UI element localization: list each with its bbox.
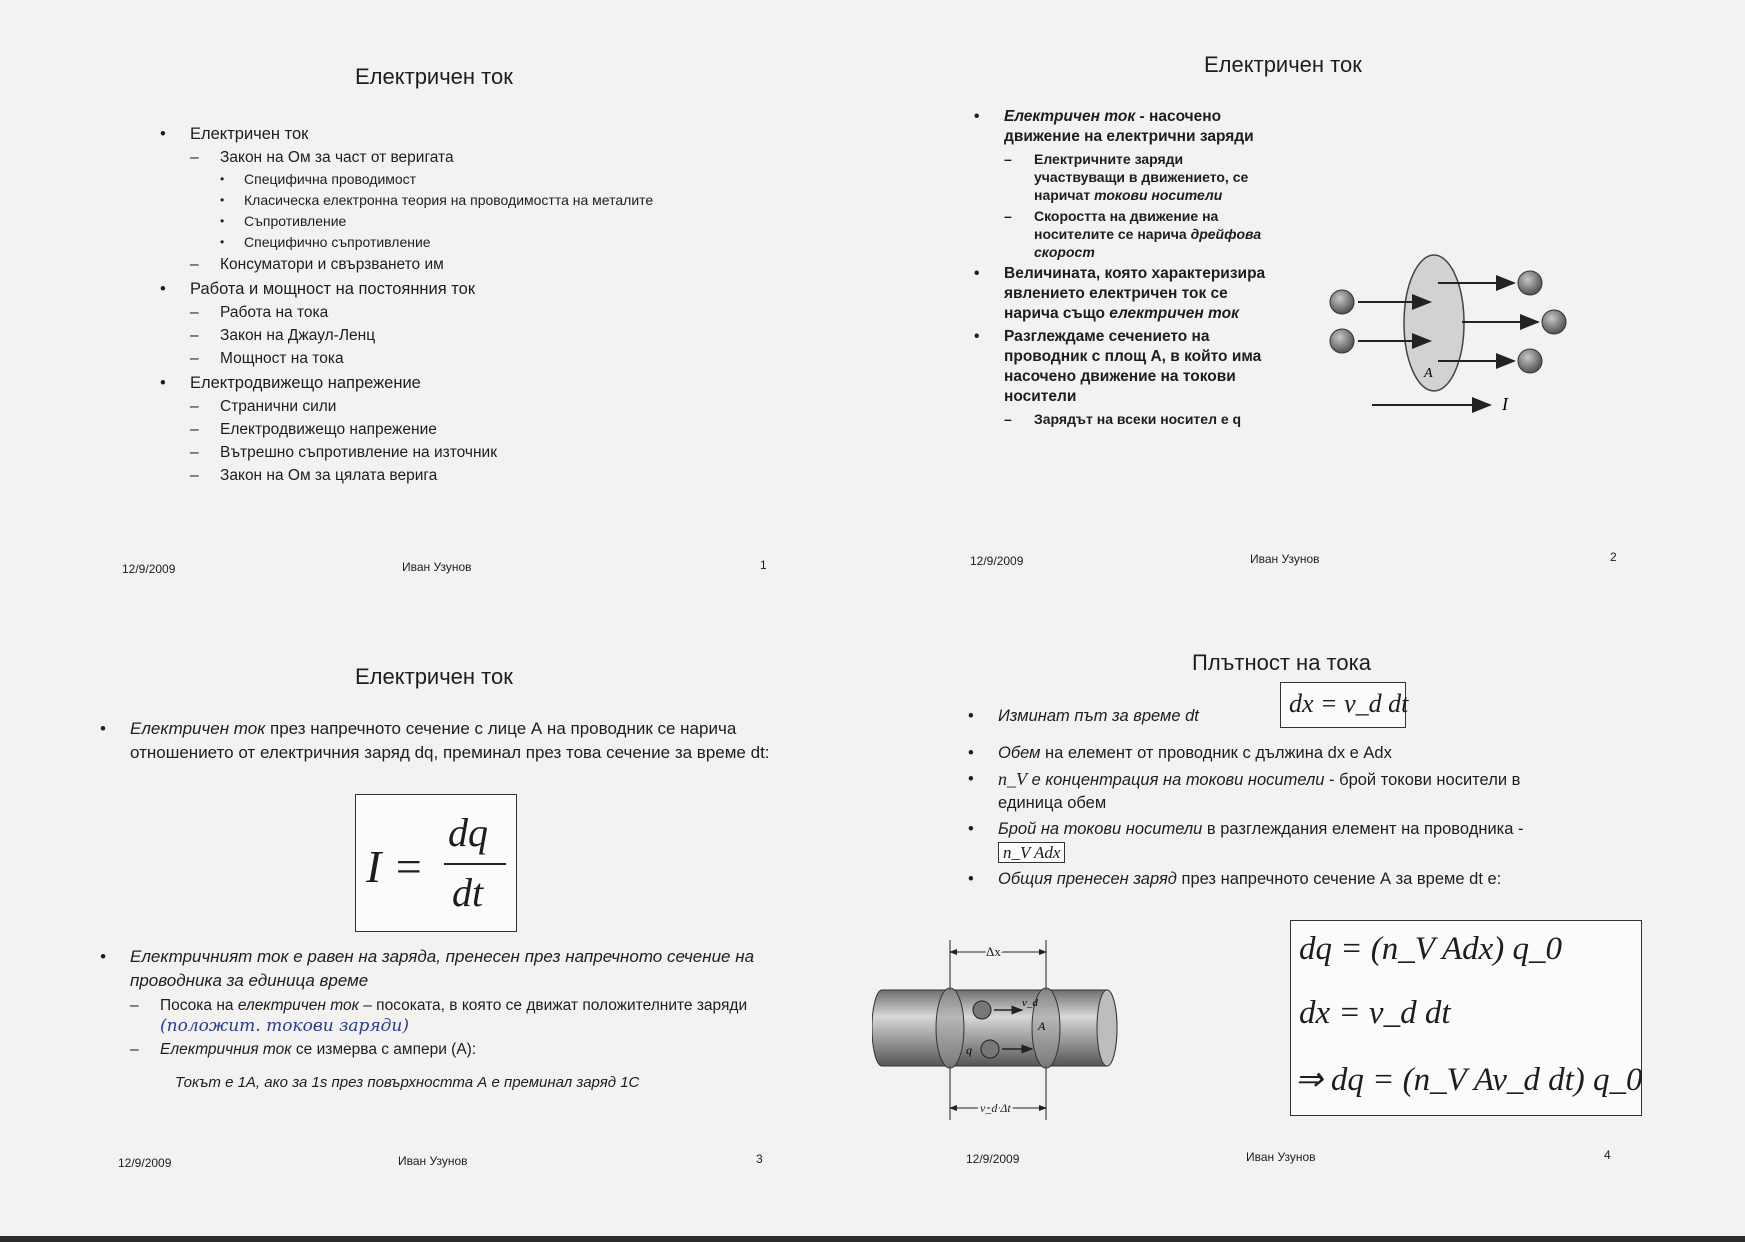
slide-2-author: Иван Узунов — [1250, 552, 1320, 566]
equation-3: ⇒ dq = (n_V Av_d dt) q_0 — [1295, 1062, 1643, 1098]
sub-bullet: – Електричните заряди участвуващи в движението, се наричат токови носители — [1004, 150, 1274, 204]
slide-2-date: 12/9/2009 — [970, 554, 1024, 568]
area-label: A — [1424, 366, 1433, 381]
slide-4 — [872, 600, 1745, 1236]
slide-1-date: 12/9/2009 — [122, 562, 176, 576]
bullet: • Електричен ток – Закон на Ом за част от веригата • Специфична проводимост • Класическа електронна теория на проводимостта на металите • Съпротивление • Специфично съпротивление – Консуматори и свързването им — [160, 123, 860, 275]
slide-4-bullets — [968, 702, 1528, 891]
sub-bullet: – Зарядът на всеки носител е q — [1004, 410, 1274, 428]
delta-x-label: Δx — [986, 944, 1001, 959]
slide-2-bullets — [974, 104, 1274, 428]
sub-bullet: – Вътрешно съпротивление на източник — [190, 443, 860, 463]
current-label: I — [1502, 394, 1508, 414]
slide-1 — [0, 0, 872, 600]
sub-bullet: – Електричния ток се измерва с ампери (А): — [130, 1040, 800, 1060]
A-label: A — [1038, 1019, 1046, 1033]
bullet: • Общия пренесен заряд през напречното сечение А за време dt е: — [968, 868, 1528, 891]
formula-numerator: dq — [448, 810, 488, 855]
slide-3-title: Електричен ток — [355, 664, 513, 689]
slide-4-title: Плътност на тока — [1192, 650, 1371, 675]
sub-bullet: – Скоростта на движение на носителите се нарича дрейфова скорост — [1004, 207, 1274, 261]
bullet: • Разглеждаме сечението на проводник с площ А, в който има насочено движение на токови носители – Зарядът на всеки носител е q — [974, 327, 1274, 428]
fraction-bar — [444, 863, 506, 865]
formula-lhs: I = — [366, 841, 424, 892]
bullet: • Изминат път за време dt — [968, 705, 1528, 739]
sub-sub-bullet: • Съпротивление — [220, 212, 860, 231]
formula-denominator: dt — [452, 870, 484, 915]
sub-sub-bullet: • Класическа електронна теория на проводимостта на металите — [220, 191, 860, 210]
slide-2-title: Електричен ток — [1204, 52, 1362, 77]
sub-bullet: – Закон на Джаул-Ленц — [190, 326, 860, 346]
sub-bullet: – Странични сили — [190, 397, 860, 417]
sub-bullet: – Посока на електричен ток – посоката, в която се движат положителните заряди (положит. токови заряди) — [130, 996, 800, 1037]
q-label: q — [966, 1043, 972, 1057]
slide-1-number: 1 — [760, 558, 767, 572]
sub-bullet: – Закон на Ом за цялата верига — [190, 466, 860, 486]
scan-edge — [0, 1236, 1745, 1242]
slide-3-author: Иван Узунов — [398, 1154, 468, 1168]
equation-1: dq = (n_V Adx) q_0 — [1299, 931, 1563, 967]
slide-4-date: 12/9/2009 — [966, 1152, 1020, 1166]
bullet: • Величината, която характеризира явлението електричен ток се нарича също електричен ток — [974, 264, 1274, 324]
bullet: • n_V е концентрация на токови носители - брой токови носители в единица обем — [968, 768, 1528, 815]
bullet: • Електричният ток е равен на заряда, пренесен през напречното сечение на проводника за единица време – Посока на електричен ток – посоката, в която се движат положителните заряди (положит. токови заряди) – Електричния ток се измерва с ампери (А): — [100, 945, 800, 1060]
bullet: • Електричен ток - насочено движение на електрични заряди – Електричните заряди участвуващи в движението, се наричат токови носители – Скоростта на движение на носителите се нарича дрейфова скорост — [974, 107, 1274, 261]
slide-2 — [872, 0, 1745, 600]
bullet: • Обем на елемент от проводник с дължина dx е Adx — [968, 742, 1528, 765]
bullet: • Брой на токови носители в разглеждания елемент на проводника - n_V Adx — [968, 818, 1528, 865]
bullet: • Електричен ток през напречното сечение с лице А на проводник се нарича отношението от електричния заряд dq, преминал през това сечение за време dt: — [100, 717, 780, 765]
slide-3 — [0, 600, 872, 1236]
sub-bullet: – Електродвижещо напрежение — [190, 420, 860, 440]
cross-section-ellipse — [1404, 255, 1464, 391]
vd-dt-label: v_d Δt — [980, 1101, 1011, 1115]
slide-3-date: 12/9/2009 — [118, 1156, 172, 1170]
charge-formulas-box — [1290, 920, 1642, 1116]
slide-3-bullets-2 — [100, 942, 800, 1060]
bullet: • Електродвижещо напрежение – Странични сили – Електродвижещо напрежение – Вътрешно съпротивление на източник – Закон на Ом за цялата верига — [160, 372, 860, 486]
section-left — [936, 988, 964, 1068]
conductor-diagram — [872, 930, 1132, 1130]
sub-bullet: – Закон на Ом за част от веригата • Специфична проводимост • Класическа електронна теория на проводимостта на металите • Съпротивление • Специфично съпротивление — [190, 148, 860, 252]
slide-1-author: Иван Узунов — [402, 560, 472, 574]
carrier-count-formula: n_V Adx — [998, 842, 1065, 863]
vd-label: v_d — [1022, 997, 1038, 1009]
sub-bullet: – Мощност на тока — [190, 349, 860, 369]
sub-sub-bullet: • Специфична проводимост — [220, 170, 860, 189]
slide-4-author: Иван Узунов — [1246, 1150, 1316, 1164]
handwritten-note: (положит. токови заряди) — [160, 1016, 409, 1036]
sub-bullet: – Работа на тока — [190, 303, 860, 323]
equation-2: dx = v_d dt — [1299, 995, 1451, 1031]
slide-1-title: Електричен ток — [355, 64, 513, 89]
slide-1-bullets — [160, 120, 860, 486]
sub-bullet: – Консуматори и свързването им — [190, 255, 860, 275]
ampere-definition: Токът е 1А, ако за 1s през повърхността А е преминал заряд 1С — [175, 1074, 640, 1091]
path-formula-box: dx = v_d dt — [1280, 682, 1406, 728]
current-flow-diagram — [1312, 245, 1572, 425]
current-formula-box — [355, 794, 517, 932]
slide-2-number: 2 — [1610, 550, 1617, 564]
slide-4-number: 4 — [1604, 1148, 1611, 1162]
slide-3-bullets — [100, 714, 780, 765]
slide-3-number: 3 — [756, 1152, 763, 1166]
sub-sub-bullet: • Специфично съпротивление — [220, 233, 860, 252]
bullet: • Работа и мощност на постоянния ток – Работа на тока – Закон на Джаул-Ленц – Мощност на тока — [160, 278, 860, 369]
